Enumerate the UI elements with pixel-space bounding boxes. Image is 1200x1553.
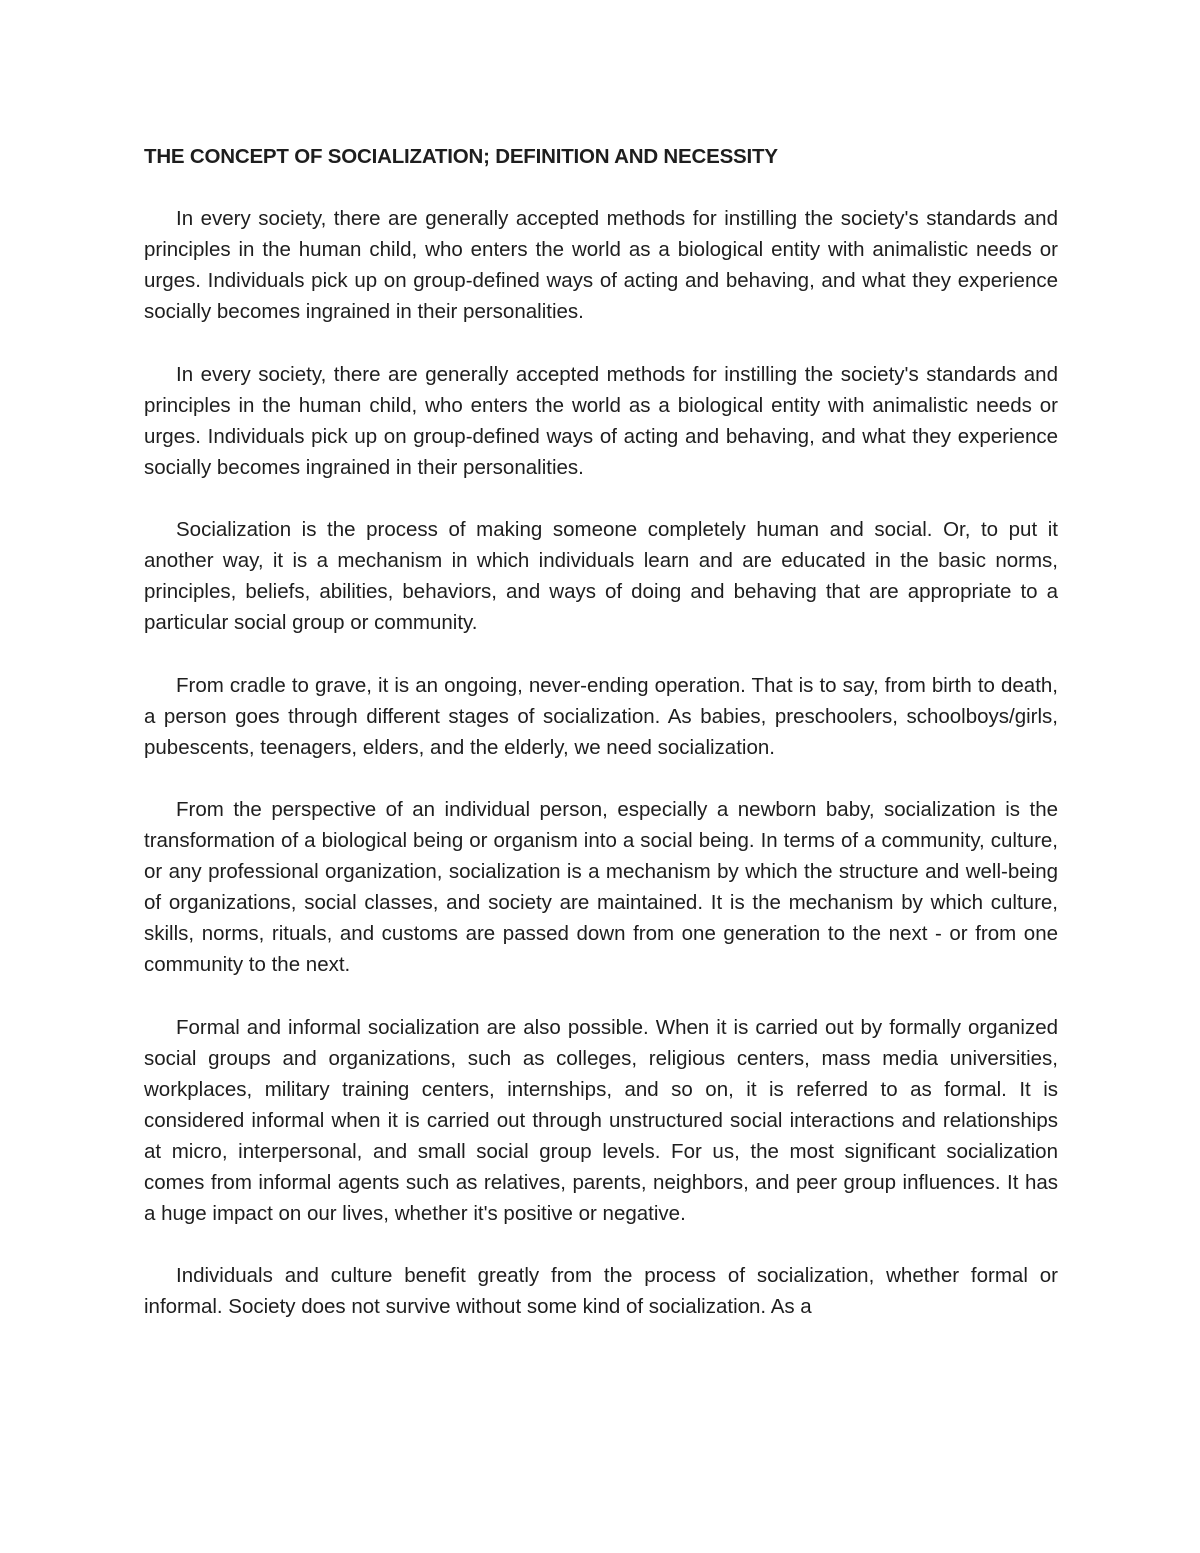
paragraph-2: In every society, there are generally accepted methods for instilling the society's standards and principles in the human child, who enters the world as a biological entity with animalistic needs or urges. Individuals pick up on group-defined ways of acting and behaving, and what they experience socially becomes ingrained in their personalities. bbox=[144, 362, 1058, 479]
document-body bbox=[144, 141, 1058, 1323]
paragraph-7: Individuals and culture benefit greatly from the process of socialization, whether formal or informal. Society does not survive without some kind of socialization. As a bbox=[144, 1264, 1058, 1319]
document-title: THE CONCEPT OF SOCIALIZATION; DEFINITION AND NECESSITY bbox=[144, 145, 778, 168]
paragraph-4: From cradle to grave, it is an ongoing, never-ending operation. That is to say, from birth to death, a person goes through different stages of socialization. As babies, preschoolers, schoolboys/girls, pubescents, teenagers, elders, and the elderly, we need socialization. bbox=[144, 673, 1058, 759]
paragraph-3: Socialization is the process of making someone completely human and social. Or, to put it another way, it is a mechanism in which individuals learn and are educated in the basic norms, principles, beliefs, abilities, behaviors, and ways of doing and behaving that are appropriate to a particular social group or community. bbox=[144, 518, 1058, 635]
paragraph-1: In every society, there are generally accepted methods for instilling the society's standards and principles in the human child, who enters the world as a biological entity with animalistic needs or urges. Individuals pick up on group-defined ways of acting and behaving, and what they experience socially becomes ingrained in their personalities. bbox=[144, 207, 1058, 324]
paragraph-5: From the perspective of an individual person, especially a newborn baby, socialization is the transformation of a biological being or organism into a social being. In terms of a community, culture, or any professional organization, socialization is a mechanism by which the structure and well-being of organizations, social classes, and society are maintained. It is the mechanism by which culture, skills, norms, rituals, and customs are passed down from one generation to the next - or from one community to the next. bbox=[144, 797, 1058, 977]
paragraph-6: Formal and informal socialization are also possible. When it is carried out by formally organized social groups and organizations, such as colleges, religious centers, mass media universities, workplaces, military training centers, internships, and so on, it is referred to as formal. It is considered informal when it is carried out through unstructured social interactions and relationships at micro, interpersonal, and small social group levels. For us, the most significant socialization comes from informal agents such as relatives, parents, neighbors, and peer group influences. It has a huge impact on our lives, whether it's positive or negative. bbox=[144, 1015, 1058, 1226]
